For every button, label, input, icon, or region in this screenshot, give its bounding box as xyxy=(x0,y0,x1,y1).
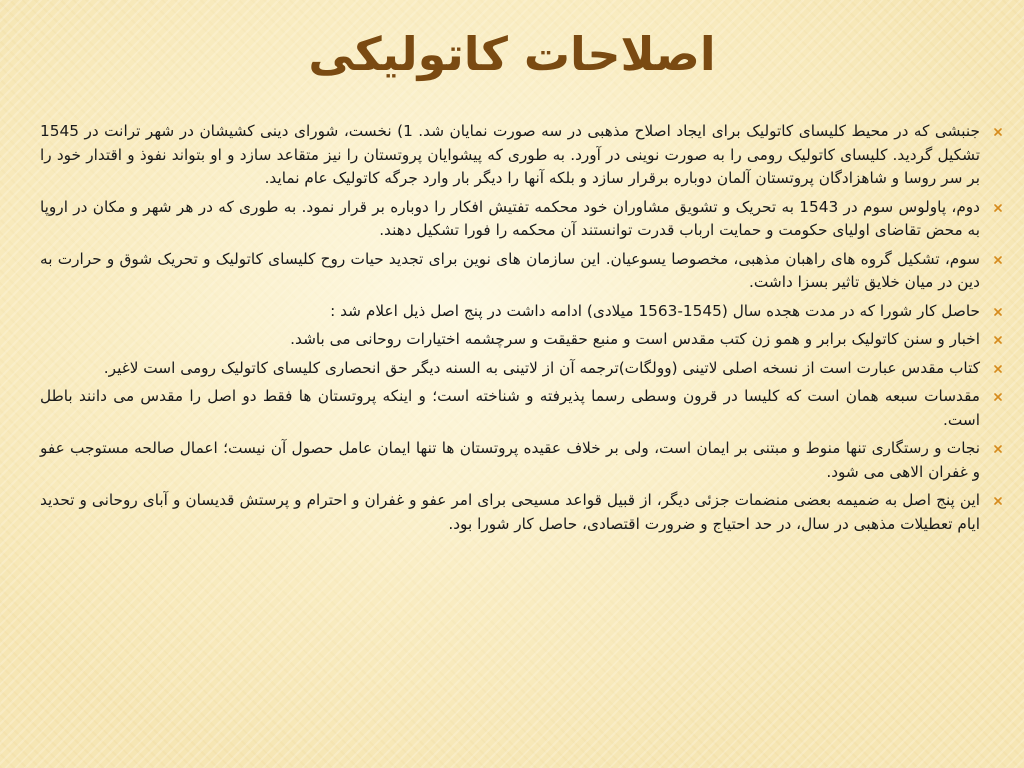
bullet-item xyxy=(40,437,1002,484)
x-bullet-icon xyxy=(994,308,1002,316)
x-bullet-icon xyxy=(994,445,1002,453)
bullet-text: این پنج اصل به ضمیمه بعضی منضمات جزئی دیگر، از قبیل قواعد مسیحی برای امر عفو و غفران و احترام و پرستش قدیسان و آبای روحانی و تحدید ایام تعطیلات مذهبی در سال، در حد احتیاج و ضرورت اقتصادی، حاصل کار شورا بود. xyxy=(40,491,980,533)
bullet-text: کتاب مقدس عبارت است از نسخه اصلی لاتینی (وولگات)ترجمه آن از لاتینی به السنه دیگر حق انحصاری کلیسای کاتولیک رومی است لاغیر. xyxy=(103,358,980,377)
bullet-text: مقدسات سبعه همان است که کلیسا در قرون وسطی رسما پذیرفته و شناخته است؛ و اینکه پروتستان ها فقط دو اصل را مقدس می دانند باطل است. xyxy=(40,387,980,429)
bullet-item xyxy=(40,196,1002,243)
bullet-item xyxy=(40,300,1002,324)
slide-title: اصلاحات کاتولیکی xyxy=(308,27,716,81)
bullet-item xyxy=(40,120,1002,191)
bullet-text: اخبار و سنن کاتولیک برابر و همو زن کتب مقدس است و منبع حقیقت و سرچشمه اختیارات روحانی می باشد. xyxy=(290,330,980,348)
slide-content xyxy=(40,120,1002,750)
bullet-item xyxy=(40,357,1002,381)
bullet-text: نجات و رستگاری تنها منوط و مبتنی بر ایمان است، ولی بر خلاف عقیده پروتستان ها تنها ایمان عامل حصول آن نیست؛ اعمال صالحه مستوجب عفو و غفران الاهی می شود. xyxy=(40,439,980,481)
bullet-list xyxy=(40,120,1002,536)
x-bullet-icon xyxy=(994,256,1002,264)
bullet-item xyxy=(40,248,1002,295)
x-bullet-icon xyxy=(994,128,1002,136)
bullet-text: سوم، تشکیل گروه های راهبان مذهبی، مخصوصا یسوعیان. این سازمان های نوین برای تجدید حیات روح کلیسای کاتولیک و تحریک شوق و حرارت به دین در میان خلایق تاثیر بسزا داشت. xyxy=(40,249,980,291)
x-bullet-icon xyxy=(994,336,1002,344)
bullet-text: حاصل کار شورا که در مدت هجده سال (1545-1563 میلادی) ادامه داشت در پنج اصل ذیل اعلام شد : xyxy=(330,301,980,320)
bullet-text: جنبشی که در محیط کلیسای کاتولیک برای ایجاد اصلاح مذهبی در سه صورت نمایان شد. 1) نخست، شورای دینی کشیشان در شهر ترانت در 1545 تشکیل گردید. کلیسای کاتولیک رومی را به صورت نوینی در آورد. به طوری که پیشوایان پروتستان را نیز متقاعد سازد و او بتواند نفوذ و اقتدار خود را بر سر روسا و شاهزادگان پروتستان آلمان دوباره برقرار سازد و بلکه آنها را دیگر بار وارد جرگه کاتولیک عام نماید. xyxy=(40,122,980,187)
x-bullet-icon xyxy=(994,204,1002,212)
x-bullet-icon xyxy=(994,497,1002,505)
bullet-item xyxy=(40,385,1002,432)
bullet-item xyxy=(40,328,1002,352)
bullet-text: دوم، پاولوس سوم در 1543 به تحریک و تشویق مشاوران خود محکمه تفتیش افکار را دوباره بر قرار نمود. به طوری که در هر شهر و مکان در اروپا به محض تقاضای اولیای حکومت و حمایت ارباب قدرت توانستند آن محکمه را فورا تشکیل دهند. xyxy=(40,197,980,239)
x-bullet-icon xyxy=(994,365,1002,373)
x-bullet-icon xyxy=(994,393,1002,401)
bullet-item xyxy=(40,489,1002,536)
